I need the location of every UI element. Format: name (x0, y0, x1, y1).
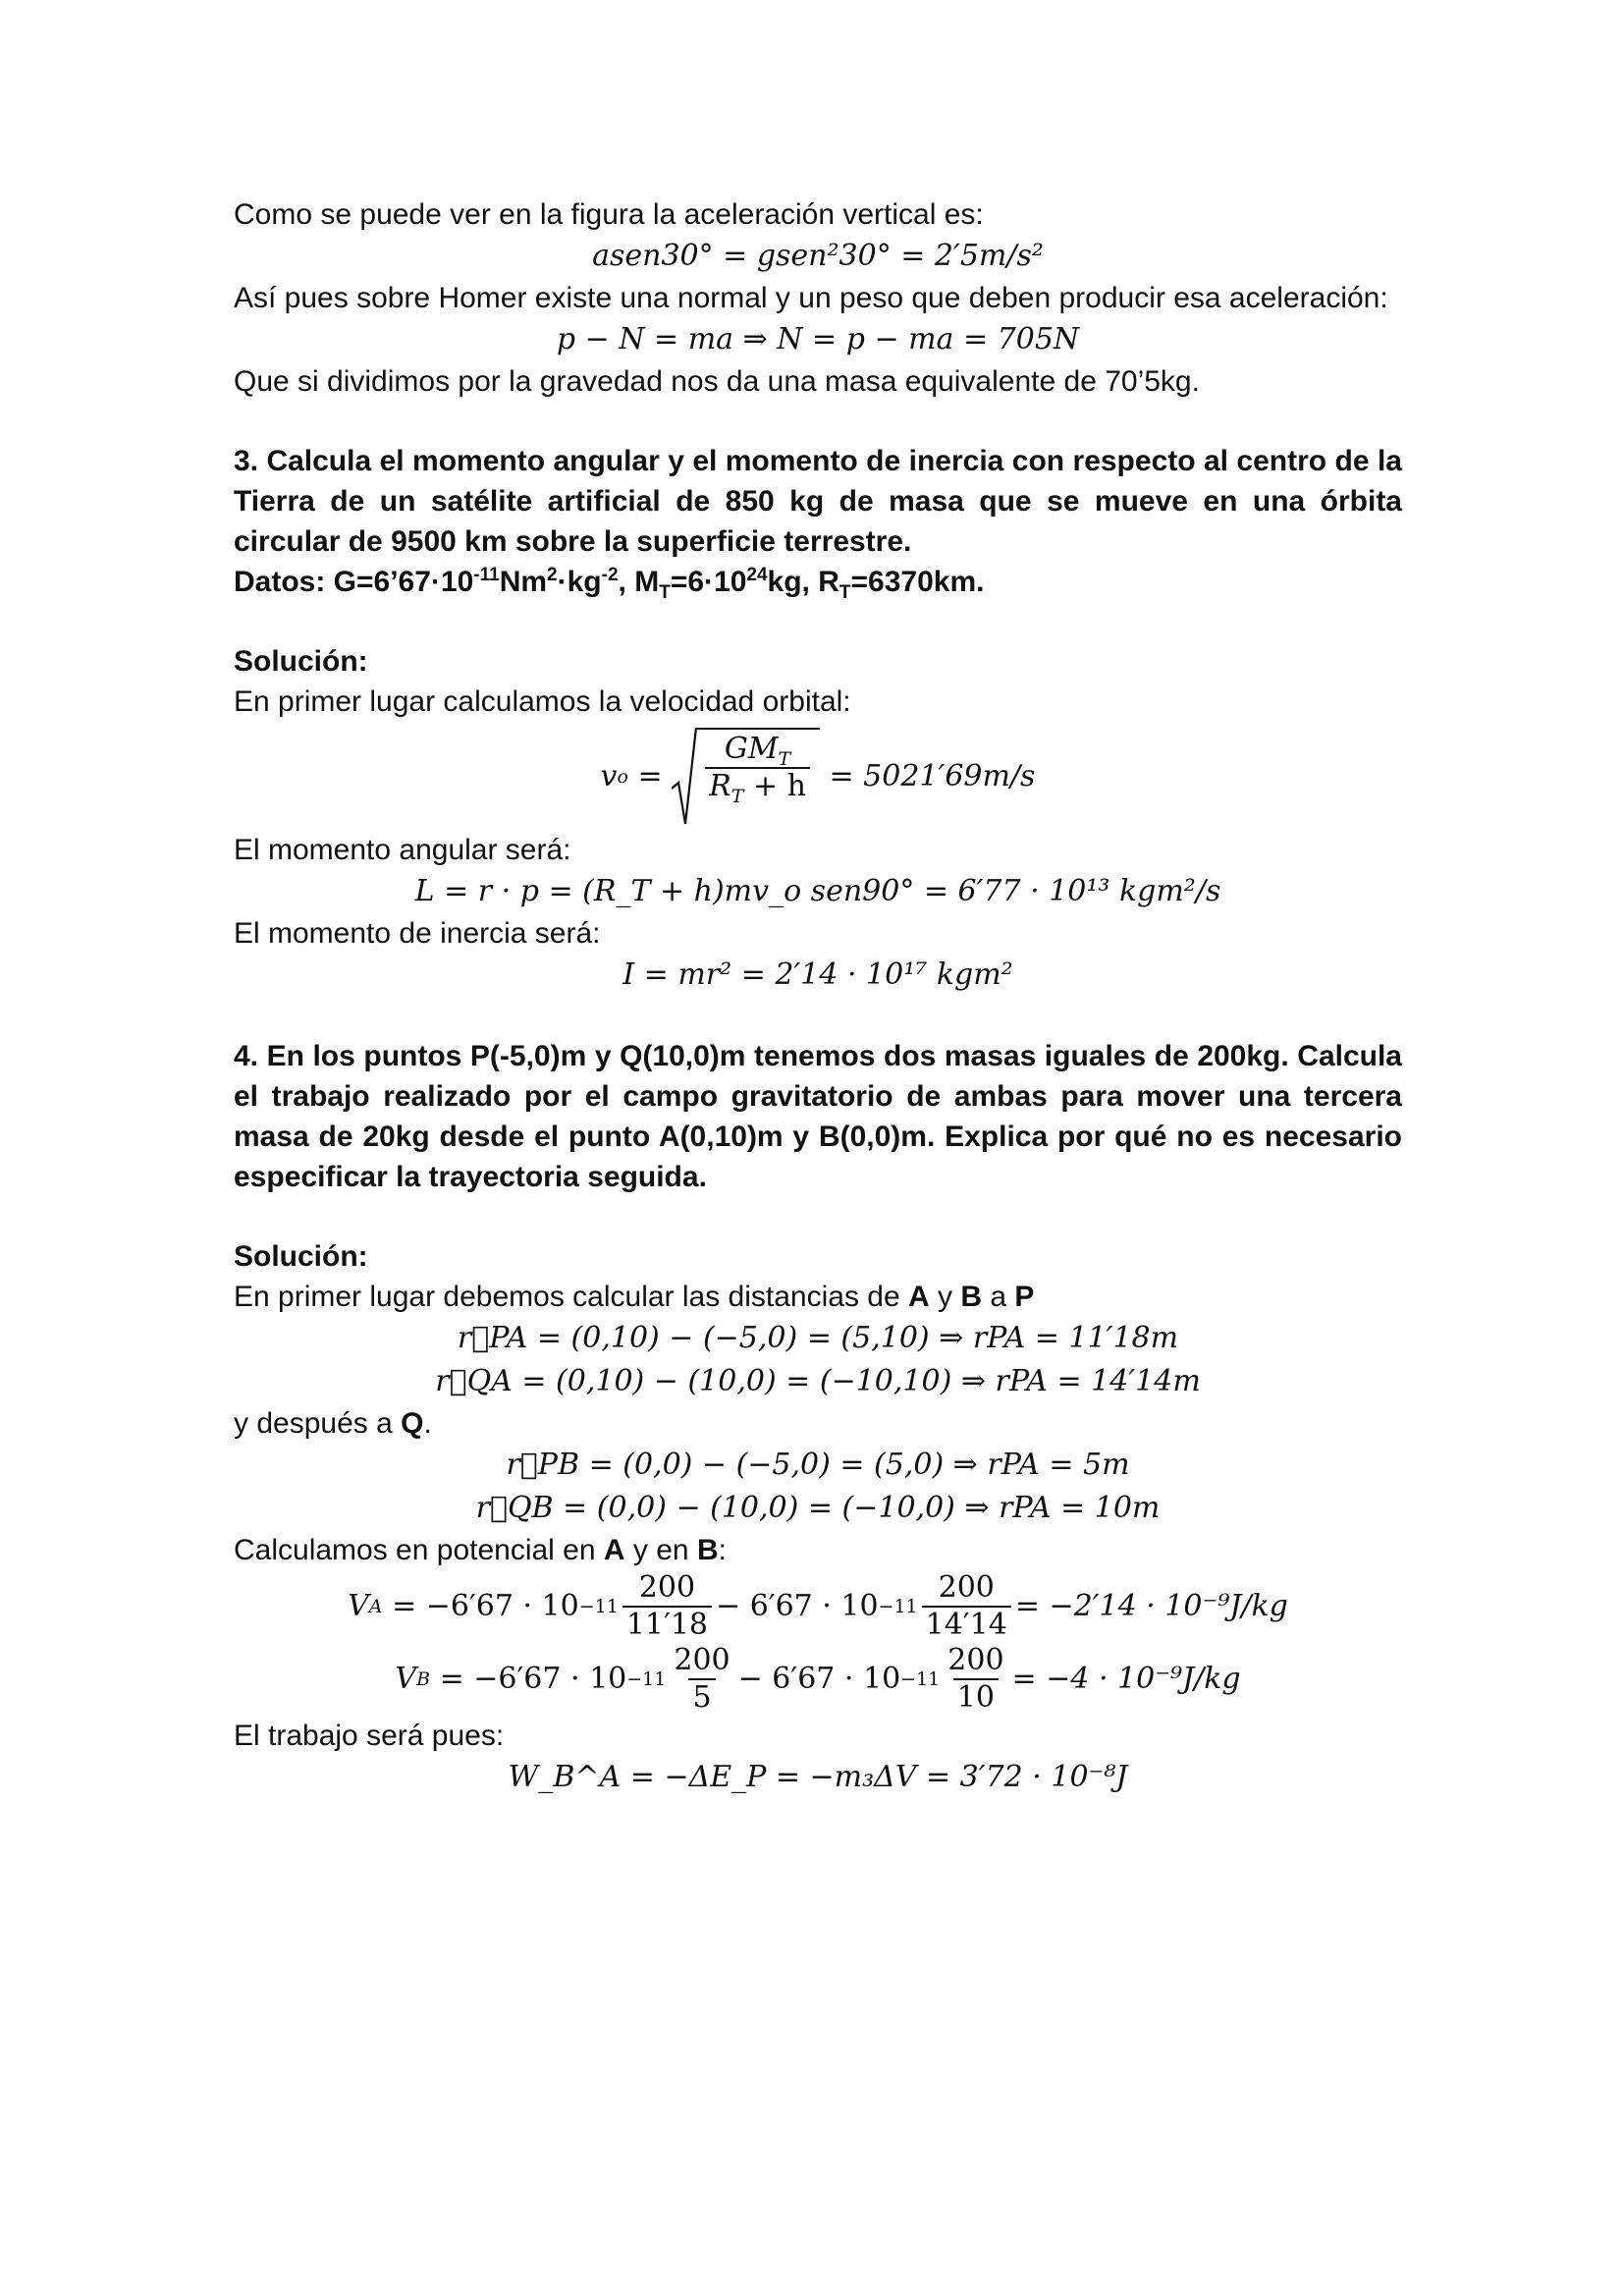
question-4-line-3: Calculamos en potencial en A y en B: (234, 1534, 727, 1566)
equation-potential-a: V A = −6′67 · 10 −11 $\frac{200}{11'18}$ − 6′67 · 10 −11 $\frac{200}{14'14}$ = −2′14 · 10⁻⁹J/kg (348, 1570, 1288, 1642)
equation-work: W_B^A = −ΔE_P = −m₃ΔV = 3′72 · 10⁻⁸J (508, 1760, 1128, 1794)
question-4-line-1: En primer lugar debemos calcular las distancias de A y B a P (234, 1281, 1035, 1313)
equation-normal-force: p − N = ma ⇒ N = p − ma = 705N (556, 322, 1080, 356)
question-4-solution-label: Solución: (234, 1240, 368, 1273)
intro-line-3: Que si dividimos por la gravedad nos da una masa equivalente de 70’5kg. (234, 365, 1200, 398)
question-3-solution-label: Solución: (234, 645, 368, 678)
question-4-statement: 4. En los puntos P(-5,0)m y Q(10,0)m tenemos dos masas iguales de 200kg. Calcula el trabajo realizado por el campo gravitatorio de ambas para mover una tercera masa de 20kg desde el punto A(0,10)m y B(0,0)m. Explica por qué no es necesario especificar la trayectoria seguida. (234, 1040, 1402, 1193)
question-3-statement: 3. Calcula el momento angular y el momento de inercia con respecto al centro de la Tierra de un satélite artificial de 850 kg de masa que se mueve en una órbita circular de 9500 km sobre la superficie terrestre. (234, 445, 1402, 558)
intro-line-2: Así pues sobre Homer existe una normal y un peso que deben producir esa aceleración: (234, 282, 1388, 314)
question-3-line-2: El momento angular será: (234, 834, 571, 866)
equation-moment-of-inertia: I = mr² = 2′14 · 10¹⁷ kgm² (622, 957, 1013, 992)
equation-r-qb: r⃗QB = (0,0) − (10,0) = (−10,0) ⇒ rPA = 10m (475, 1491, 1161, 1525)
question-3-data: Datos: $G=6’67\cdot 10^{-11}Nm^2\cdot kg^{-2}$, $M_T=6\cdot 10^{24}kg$, $R_T=6370km$. (234, 565, 985, 603)
equation-angular-momentum: L = r · p = (R_T + h)mv_o sen90° = 6′77 · 10¹³ kgm²/s (414, 874, 1221, 908)
question-4-line-2: y después a Q. (234, 1407, 432, 1440)
equation-r-qa: r⃗QA = (0,10) − (10,0) = (−10,10) ⇒ rPA = 14′14m (435, 1364, 1201, 1398)
square-root: $\frac{GM_T}{R_T + h}$ (672, 728, 820, 826)
intro-line-1: Como se puede ver en la figura la aceleración vertical es: (234, 198, 984, 231)
equation-vertical-acceleration: asen30° = gsen²30° = 2′5m/s² (592, 239, 1044, 273)
question-4-line-4: El trabajo será pues: (234, 1720, 505, 1752)
equation-r-pb: r⃗PB = (0,0) − (−5,0) = (5,0) ⇒ rPA = 5m (506, 1448, 1130, 1482)
equation-r-pa: r⃗PA = (0,10) − (−5,0) = (5,10) ⇒ rPA = 11′18m (457, 1321, 1179, 1355)
question-3-line-3: El momento de inercia será: (234, 917, 601, 950)
equation-potential-b: V B = −6′67 · 10 −11 $\frac{200}{5}$ − 6′67 · 10 −11 $\frac{200}{10}$ = −4 · 10⁻⁹J/kg (395, 1643, 1241, 1715)
equation-orbital-velocity: v o = $\frac{GM_T}{R_T + h}$ = 5021′69m/s (234, 728, 1402, 826)
question-3-line-1: En primer lugar calculamos la velocidad orbital: (234, 685, 851, 718)
